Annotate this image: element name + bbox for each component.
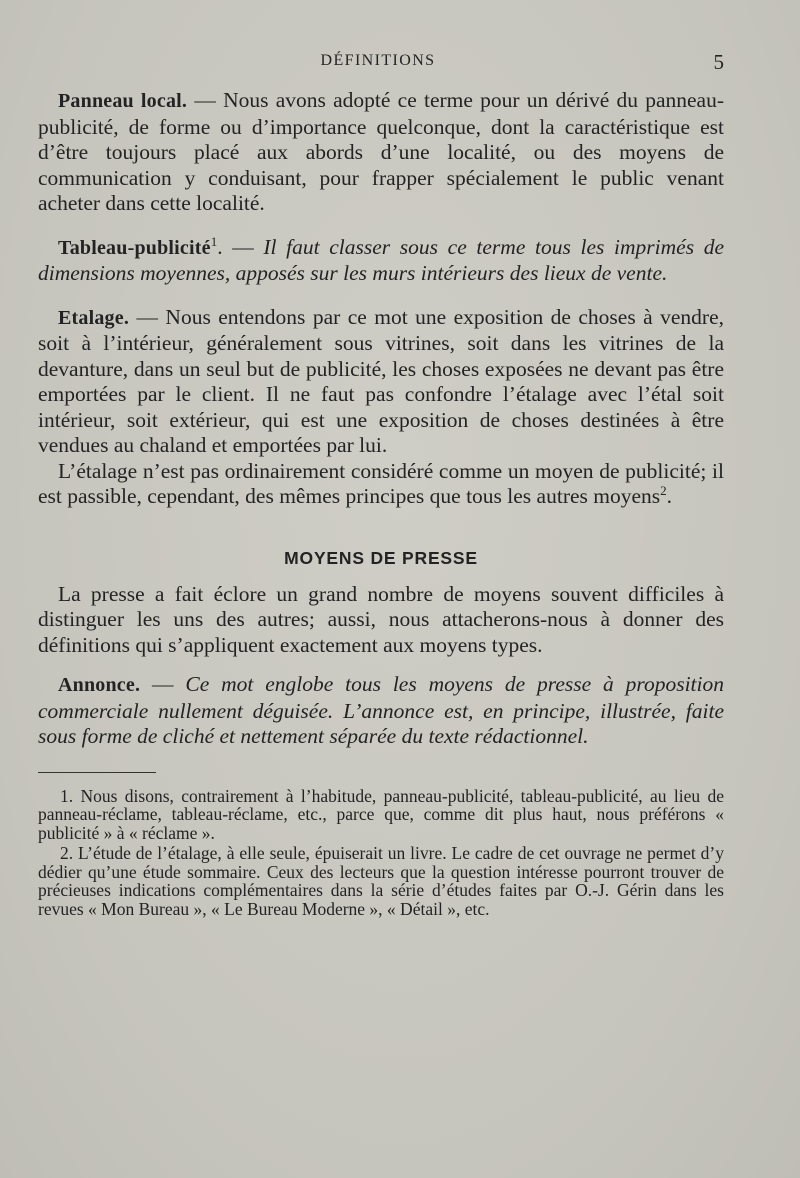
term-annonce: Annonce. bbox=[58, 674, 141, 696]
paragraph-etalage-continued bbox=[38, 459, 724, 510]
section-title: MOYENS DE PRESSE bbox=[284, 547, 478, 568]
sentence-end: . bbox=[666, 484, 673, 508]
dash: . — bbox=[217, 234, 264, 259]
footnotes bbox=[38, 787, 724, 919]
footnote-ref-1: 1 bbox=[210, 233, 218, 249]
paragraph-panneau-local bbox=[38, 88, 724, 217]
footnote-2: 2. L’étude de l’étalage, à elle seule, épuiserait un livre. Le cadre de cet ouvrage ne permet d’y dédier qu’une étude sommaire. Ceux des lecteurs que la question intéresse pourront trouver de précieuses indications complémentaires dans la série d’études faites par O.-J. Gérin dans les revues « Mon Bureau », « Le Bureau Moderne », « Détail », etc. bbox=[38, 843, 724, 919]
section-intro: La presse a fait éclore un grand nombre de moyens souvent difficiles à distinguer les uns des autres; aussi, nous attacherons-nous à donner des définitions qui s’appliquent exactement aux moyens types. bbox=[38, 581, 724, 657]
term-panneau-local: Panneau local. bbox=[58, 90, 188, 112]
definition-etalage: — Nous entendons par ce mot une exposition de choses à vendre, soit à l’intérieur, généralement sous vitrines, soit dans les vitrines de la devanture, dans un seul but de publicité, les choses exposées ne devant pas être emportées par le client. Il ne faut pas confondre l’étalage avec l’étal soit intérieur, soit extérieur, qui est une exposition de choses destinées à être vendues au chaland et emportées par lui. bbox=[38, 304, 724, 457]
page-header bbox=[0, 50, 800, 74]
paragraph-tableau-publicite bbox=[38, 235, 724, 287]
page-number: 5 bbox=[713, 50, 724, 74]
paragraph-etalage bbox=[38, 305, 724, 459]
dash: — bbox=[140, 672, 186, 696]
page-body bbox=[38, 88, 724, 918]
footnote-1: 1. Nous disons, contrairement à l’habitude, panneau-publicité, tableau-publicité, au lieu de panneau-réclame, tableau-réclame, etc., parce que, comme dit plus haut, nous préférons « publicité » à « réclame ». bbox=[38, 785, 724, 843]
paragraph-annonce bbox=[38, 672, 724, 750]
running-head: DÉFINITIONS bbox=[320, 52, 436, 69]
etalage-continued-text: L’étalage n’est pas ordinairement considéré comme un moyen de publicité; il est passible, cependant, des mêmes principes que tous les autres moyens bbox=[38, 458, 724, 508]
term-tableau-publicite: Tableau-publicité bbox=[58, 236, 211, 259]
definition-annonce: Ce mot englobe tous les moyens de presse à proposition commerciale nullement déguisée. L’annonce est, en principe, illustrée, faite sous forme de cliché et nettement séparée du texte rédactionnel. bbox=[38, 672, 725, 748]
definition-tableau-publicite: Il faut classer sous ce terme tous les imprimés de dimensions moyennes, apposés sur les murs intérieurs des lieux de vente. bbox=[38, 234, 724, 285]
footnote-rule bbox=[38, 772, 156, 773]
footnote-ref-2: 2 bbox=[660, 482, 667, 498]
term-etalage: Etalage. bbox=[58, 306, 130, 329]
definition-panneau-local: — Nous avons adopté ce terme pour un dérivé du panneau-publicité, de forme ou d’importance quelconque, dont la caractéristique est d’être toujours placé aux abords d’une localité, ou des moyens de communication y conduisant, pour frapper spécialement le public venant acheter dans cette localité. bbox=[38, 88, 724, 215]
